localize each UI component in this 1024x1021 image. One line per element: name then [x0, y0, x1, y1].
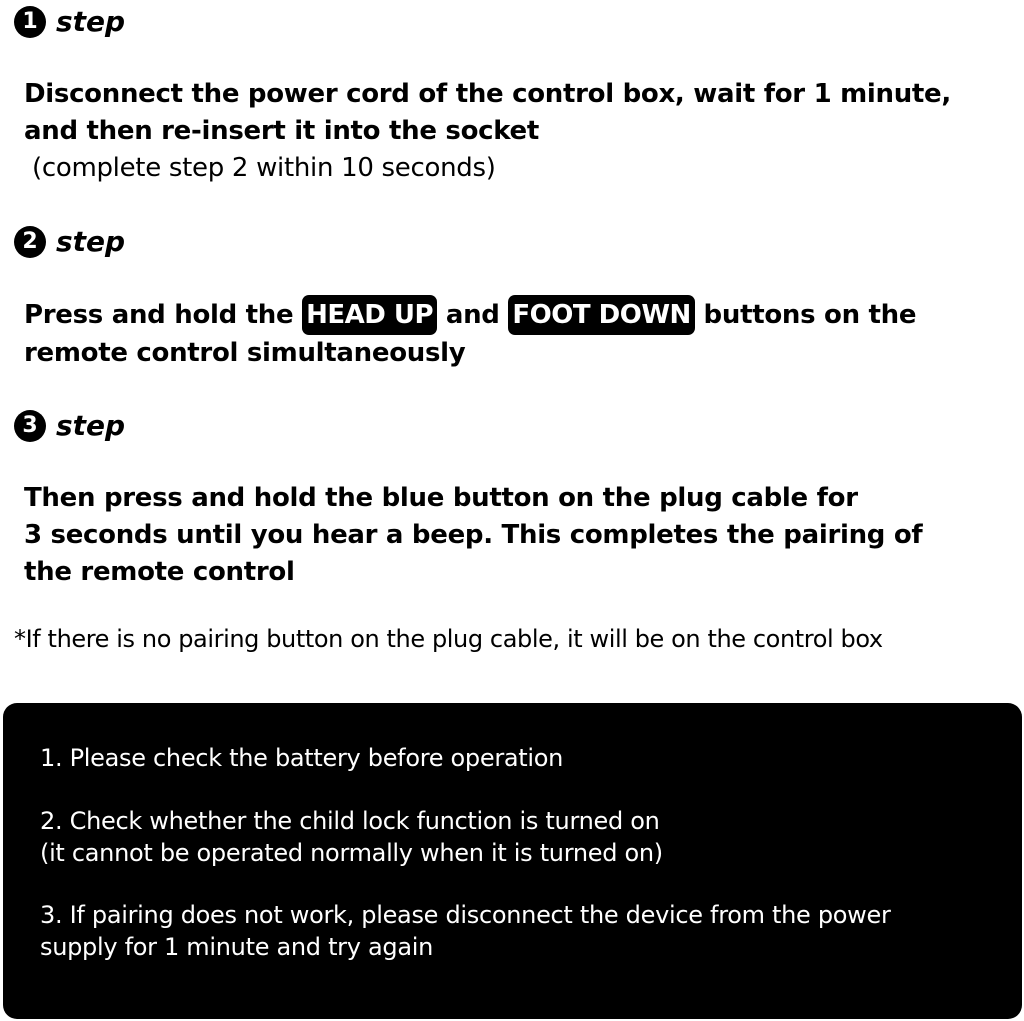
- step-2-number-badge: 2: [14, 226, 46, 258]
- notice-item-2-line-2: (it cannot be operated normally when it is turned on): [40, 839, 663, 867]
- step-1-instruction: [24, 76, 1014, 150]
- step-3-label: step: [56, 409, 126, 442]
- step-3-line-3: the remote control: [24, 557, 295, 587]
- step-2-line-2: remote control simultaneously: [24, 338, 466, 368]
- step-3-instruction: [24, 480, 1014, 591]
- step-3-line-1: Then press and hold the blue button on the plug cable for: [24, 483, 858, 513]
- notice-item-3-line-1: 3. If pairing does not work, please disconnect the device from the power: [40, 901, 891, 929]
- step-3-line-2: 3 seconds until you hear a beep. This completes the pairing of: [24, 520, 923, 550]
- step-1-line-1: Disconnect the power cord of the control box, wait for 1 minute,: [24, 79, 951, 109]
- step-1-subnote: (complete step 2 within 10 seconds): [32, 153, 496, 183]
- notice-item-3-line-2: supply for 1 minute and try again: [40, 933, 434, 961]
- step-1-number-badge: 1: [14, 6, 46, 38]
- foot-down-button-label: FOOT DOWN: [508, 295, 694, 335]
- step-2-heading: [14, 225, 125, 258]
- step-1-label: step: [56, 5, 126, 38]
- head-up-button-label: HEAD UP: [302, 295, 437, 335]
- step-2-label: step: [56, 225, 126, 258]
- step-2-text-post: buttons on the: [703, 300, 917, 330]
- step-2-text-pre: Press and hold the: [24, 300, 294, 330]
- step-3-number-badge: 3: [14, 410, 46, 442]
- pairing-button-footnote: *If there is no pairing button on the plug cable, it will be on the control box: [14, 625, 883, 653]
- notice-box: [3, 703, 1022, 1019]
- notice-item-2-line-1: 2. Check whether the child lock function is turned on: [40, 807, 660, 835]
- step-2-instruction: [24, 295, 1014, 372]
- step-2-text-mid: and: [445, 300, 500, 330]
- step-1-line-2: and then re-insert it into the socket: [24, 116, 540, 146]
- step-3-heading: [14, 409, 125, 442]
- step-1-heading: [14, 5, 125, 38]
- notice-item-1: 1. Please check the battery before operation: [40, 744, 564, 772]
